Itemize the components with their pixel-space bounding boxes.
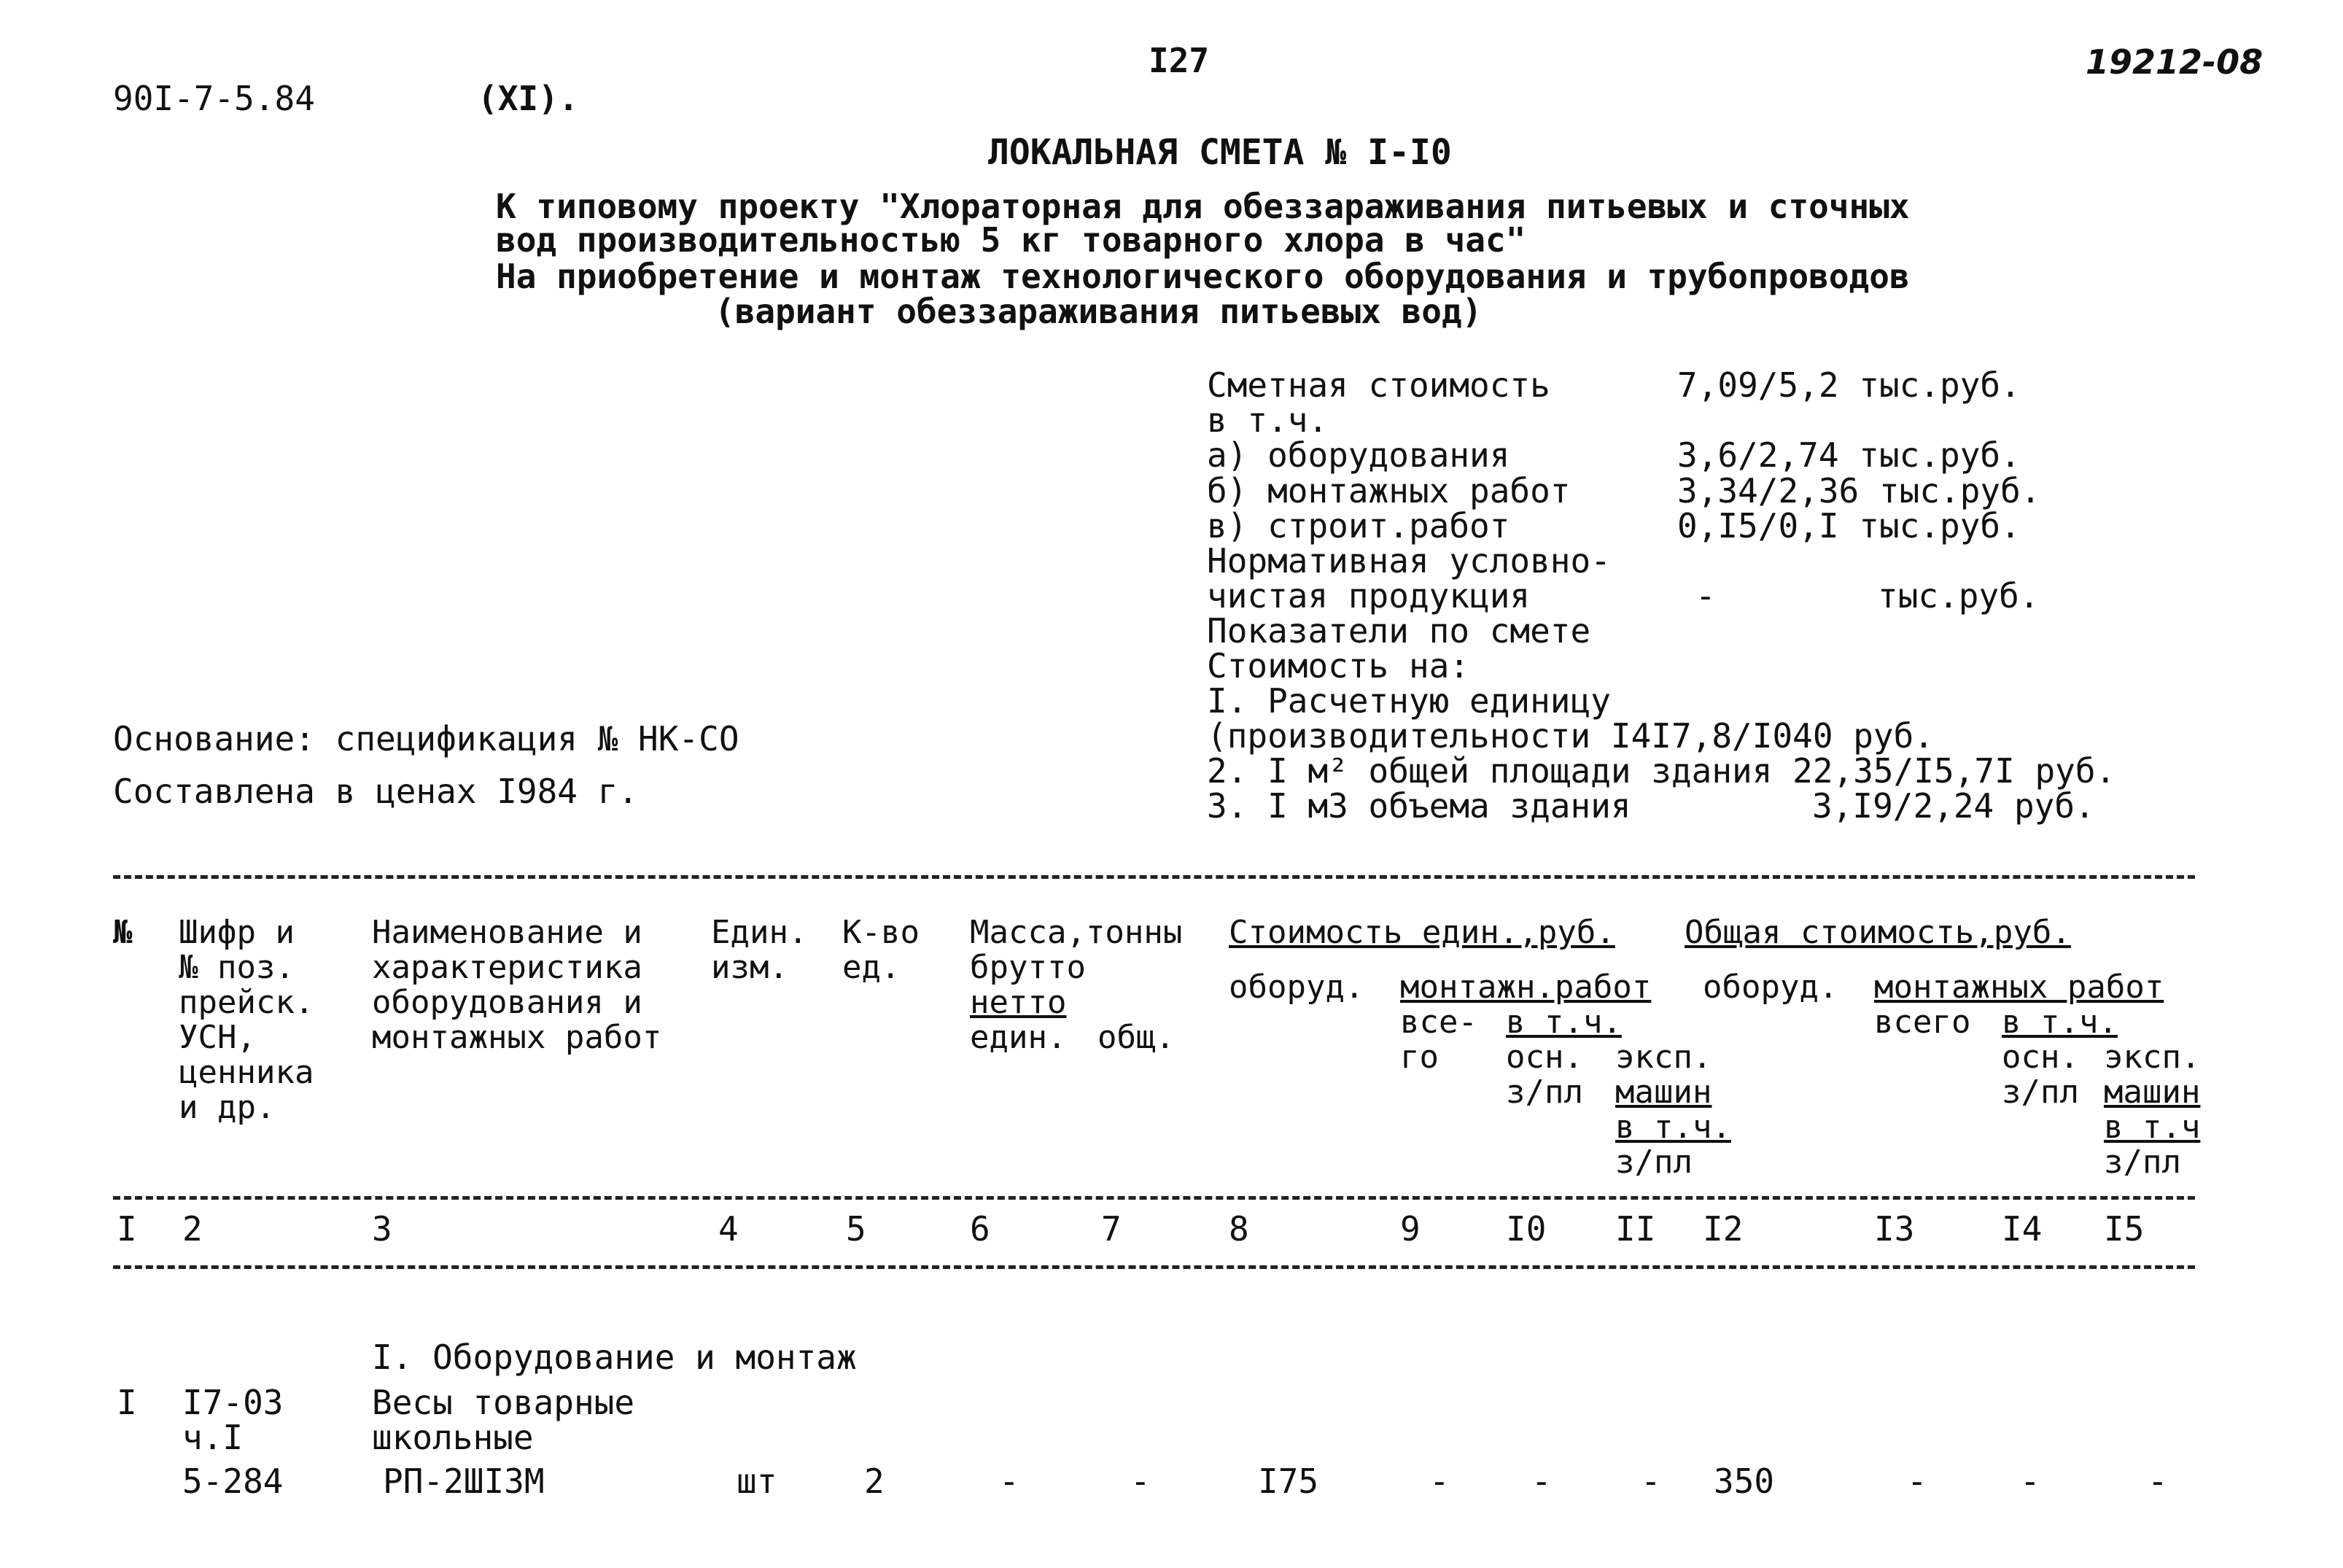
row-mass-unit: - [999,1462,1019,1501]
header-unit-eksp-3: в т.ч. [1615,1109,1731,1146]
handwritten-stamp: 19212-08 [2086,42,2264,82]
cost-on-label: Стоимость на: [1207,646,1470,686]
divider-numbers-bottom [113,1265,2195,1269]
row-unit: шт [737,1462,777,1501]
row-name-line: школьные [372,1418,534,1457]
normative-dash: - [1695,576,1716,616]
header-code-line: Шифр и [179,914,295,951]
indicator-1a: I. Расчетную единицу [1207,681,1611,721]
row-name-line: РП-2ШI3М [383,1462,545,1501]
row-number: I [117,1383,137,1422]
header-name-line: Наименование и [372,914,642,951]
indicators-label: Показатели по смете [1207,611,1591,651]
column-number: 9 [1400,1209,1421,1249]
header-unit-cost-title: Стоимость един.,руб. [1229,914,1615,951]
divider-header-bottom [113,1196,2195,1200]
column-number: I [117,1209,137,1249]
row-name-line: Весы товарные [372,1383,635,1422]
header-name-line: характеристика [372,949,642,986]
header-total-incl: в т.ч. [2002,1004,2118,1041]
header-unit-total: все- [1400,1004,1477,1041]
cost-value: 7,09/5,2 тыс.руб. [1677,365,2021,405]
divider-top [113,875,2195,879]
header-unit-total-2: го [1400,1039,1439,1076]
header-unit-incl: в т.ч. [1506,1004,1622,1041]
header-name-line: монтажных работ [372,1019,662,1056]
document-code: 90I-7-5.84 [113,79,315,118]
header-mass-total: общ. [1097,1019,1175,1056]
row-osn-2: - [2020,1462,2040,1501]
header-unit-equip: оборуд. [1229,969,1364,1006]
header-total-osn-2: з/пл [2002,1074,2079,1111]
column-number: 4 [718,1209,739,1249]
basis-line: Основание: спецификация № НК-СО [113,719,739,758]
header-mass-title: Масса,тонны [970,914,1183,951]
column-number: I5 [2104,1209,2145,1249]
header-unit-eksp-4: з/пл [1615,1144,1693,1181]
construction-label: в) строит.работ [1207,506,1510,546]
row-eksp: - [1641,1462,1661,1501]
column-number: 8 [1229,1209,1249,1249]
header-unit-eksp: эксп. [1615,1039,1712,1076]
section-title: I. Оборудование и монтаж [372,1338,857,1377]
title-line-3: На приобретение и монтаж технологического оборудования и трубопроводов [496,257,1910,296]
header-unit-osn: осн. [1506,1039,1583,1076]
row-mass-total: - [1130,1462,1151,1501]
section-number: (XI). [478,79,579,118]
column-number: II [1615,1209,1656,1249]
column-number: 7 [1101,1209,1122,1249]
title-line-4: (вариант обеззараживания питьевых вод) [715,292,1483,331]
header-name-line: оборудования и [372,984,642,1021]
row-mount-all: - [1907,1462,1927,1501]
header-col-qty-2: ед. [842,949,901,986]
column-number: 3 [372,1209,392,1249]
row-qty: 2 [864,1462,885,1501]
column-number: 6 [970,1209,990,1249]
header-col-qty: К-во [842,914,920,951]
cost-label: Сметная стоимость [1207,365,1550,405]
column-number: 2 [182,1209,203,1249]
column-number: I2 [1703,1209,1744,1249]
construction-value: 0,I5/0,I тыс.руб. [1677,506,2021,546]
header-mass-netto: нетто [970,984,1067,1021]
row-equip-cost: I75 [1258,1462,1319,1501]
title-line-1: К типовому проекту "Хлораторная для обеззараживания питьевых и сточных [496,187,1910,226]
column-number: 5 [846,1209,866,1249]
header-total-eksp: эксп. [2104,1039,2201,1076]
header-col-number: № [113,914,133,951]
header-total-eksp-4: з/пл [2104,1144,2181,1181]
indicator-2: 2. I м² общей площади здания 22,35/I5,7I руб. [1207,751,2116,791]
equipment-label: а) оборудования [1207,435,1510,475]
page-number: I27 [1149,41,1210,80]
normative-label-1: Нормативная условно- [1207,541,1611,581]
header-unit-mount: монтажн.работ [1400,969,1652,1006]
indicator-1b: (производительности I4I7,8/I040 руб. [1207,716,1934,756]
header-col-unit: Един. [711,914,808,951]
header-code-line: прейск. [179,984,314,1021]
column-number: I3 [1874,1209,1915,1249]
row-eksp-2: - [2148,1462,2168,1501]
header-code-line: ценника [179,1054,314,1091]
header-total-eksp-3: в т.ч [2104,1109,2201,1146]
header-total-cost-title: Общая стоимость,руб. [1685,914,2071,951]
header-mass-unit: един. [970,1019,1067,1056]
header-unit-eksp-2: машин [1615,1074,1712,1111]
header-total-osn: осн. [2002,1039,2079,1076]
row-osn: - [1531,1462,1552,1501]
header-total-eksp-2: машин [2104,1074,2201,1111]
header-code-line: УСН, [179,1019,256,1056]
mounting-value: 3,34/2,36 тыс.руб. [1677,471,2041,511]
indicator-3-label: 3. I м3 объема здания [1207,786,1631,826]
header-total-equip: оборуд. [1703,969,1838,1006]
header-mass-brutto: брутто [970,949,1086,986]
header-code-line: № поз. [179,949,295,986]
column-number: I4 [2002,1209,2043,1249]
estimate-title: ЛОКАЛЬНАЯ СМЕТА № I-I0 [988,132,1452,173]
row-code-line: 5-284 [182,1462,284,1501]
mounting-label: б) монтажных работ [1207,471,1571,511]
including-label: в т.ч. [1207,400,1329,440]
header-unit-osn-2: з/пл [1506,1074,1583,1111]
prices-line: Составлена в ценах I984 г. [113,772,639,811]
header-total-all: всего [1874,1004,1971,1041]
normative-unit: тыс.руб. [1878,576,2040,616]
equipment-value: 3,6/2,74 тыс.руб. [1677,435,2021,475]
row-code-line: I7-03 [182,1383,284,1422]
indicator-3-value: 3,I9/2,24 руб. [1812,786,2095,826]
row-mount-total: - [1429,1462,1450,1501]
row-equip-total: 350 [1714,1462,1775,1501]
title-line-2: вод производительностью 5 кг товарного хлора в час" [496,220,1526,260]
row-code-line: ч.I [182,1418,244,1457]
normative-label-2: чистая продукция [1207,576,1531,616]
header-code-line: и др. [179,1089,276,1126]
header-total-mount: монтажных работ [1874,969,2164,1006]
column-number: I0 [1506,1209,1547,1249]
header-col-unit-2: изм. [711,949,788,986]
